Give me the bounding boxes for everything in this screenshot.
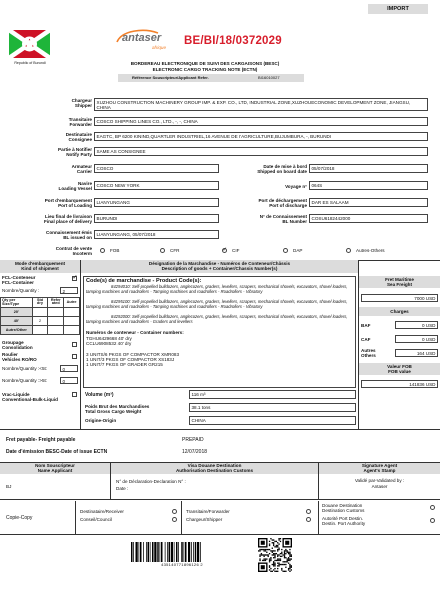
copy-forwarder-label: Transitaire/Forwarder [186,509,230,514]
declaration-label: N° de Déclaration-Declaration N° : [116,479,186,484]
copy-port-label: Autorité Port Destin. Destin. Port Authority [322,516,366,527]
incoterm-fob-radio[interactable] [100,248,105,253]
size-other-other[interactable] [64,325,80,334]
fob-field[interactable]: 141836 USD [361,380,438,388]
brand-name: antaser [122,32,162,44]
reference-label: Référence Souscripteur/Applicant Refer. [132,74,209,80]
final-field[interactable]: BURUNDI [94,214,219,223]
type-col-refer-label: Refer [50,297,61,302]
pol-field[interactable]: LIANYUNGANG [94,198,219,207]
container-2: CCLU6908532 40' dry [86,341,132,346]
carrier-label: Armateur Carrier [71,164,92,175]
incoterm-cif-label: CIF [232,248,240,253]
forwarder-field[interactable]: COSCO SHIPPING LINES CO., LTD., -, -, CHINA [94,117,428,126]
copy-port-radio[interactable] [430,518,435,523]
shipper-label: Chargeur Shipper [71,98,92,109]
others-label: Autres Others [361,348,376,359]
incoterm-label: Contrat de vente Incoterm [55,246,92,257]
unit-line-2: 1 UNIT/3 PKGS OF COMPACTOR XS183J [86,357,175,362]
weight-field[interactable]: 38.1 tons [189,403,356,412]
notify-label: Partie à Notifier Notify Party [58,147,92,158]
copy-divider-1 [75,501,76,535]
mode-header: Mode d'embarquement Kind of shipment [0,260,80,273]
copy-receiver-radio[interactable] [172,509,177,514]
type-col-std-label: Std [36,297,44,302]
brand-sub: afrique [152,45,167,50]
roro-label: Roulier Vehicles RO/RO [2,352,37,363]
incoterm-cfr-label: CFR [170,248,180,253]
size-type-table [0,297,80,335]
size-20-other[interactable] [64,307,80,316]
unit-line-3: 1 UNIT/7 PKGS OF GRADER GR215 [86,362,163,367]
size-20: 20' [1,307,33,316]
bl-label: N° de Connaissement BL Number [259,214,307,225]
size-40-refer[interactable] [48,316,64,325]
applicant-value: BJ [6,484,12,489]
roro-checkbox[interactable] [72,354,77,359]
size-other-refer[interactable] [48,325,64,334]
copy-council-label: Conseil/Council [80,517,112,522]
bl-field[interactable]: COSU6182442000 [309,214,428,223]
code-line-1: 84294010: Self-propelled bulldozers, anglecozers, graders, levellers, scrapers, mechanical shovels, excavators, shovel loaders, tamping machines and roadrollers - Tamping machines and roadrollers - Roadrollers - Vibratory [86,284,348,294]
incoterm-dap-radio[interactable] [283,248,288,253]
copy-receiver-label: Destinataire/Receiver [80,509,124,514]
type-col-other: Autre [64,298,80,308]
copy-label: Copie-Copy [6,515,33,521]
size-40: 40' [1,316,33,325]
burundi-flag [9,30,50,58]
notify-field[interactable]: SAME AS CONSIGNEE [94,147,428,156]
incoterm-cfr-radio[interactable] [160,248,165,253]
copy-forwarder-radio[interactable] [306,509,311,514]
type-col-refer [48,298,64,308]
pod-field[interactable]: DAR ES SALAAM [309,198,428,207]
incoterm-fob-label: FOB [110,248,120,253]
code-line-3: 84292000: Self-propelled bulldozers, anglecozers, graders, levellers, scrapers, mechanical shovels, excavators, shovel loaders, tamping machines and roadrollers - Graders and levellers [86,314,348,324]
copy-council-radio[interactable] [172,517,177,522]
incoterm-cif-check: ✓ [222,247,228,253]
pol-label: Port d'embarquement Port of Loading [44,198,92,209]
freight-header: Fret Maritime Sea Freight [359,276,440,288]
issued-field[interactable]: LIANYUNGANG, 05/07/2018 [94,230,219,239]
copy-divider-2 [181,501,182,535]
caf-field[interactable]: 0 USD [395,335,438,343]
weight-label: Poids Brut des Marchandises Total Gross Cargo Weight [85,404,150,415]
shipped-label: Date de mise à bord Shipped on board date [257,164,307,175]
roro-lt5-field[interactable]: 0 [60,365,78,372]
declaration-date: Date : [116,486,129,491]
origin-field[interactable]: CHINA [189,416,356,425]
forwarder-label: Transitaire Forwarder [68,117,92,128]
volume-field[interactable]: 116 m³ [189,390,356,399]
goods-header: Désignation de la Marchandise - Numéros de Conteneur/Châssis Description of goods + Container/Chassis Number(s) [81,260,358,273]
bulk-label: Vrac-Liquide Conventional-Bulk-Liquid [2,392,58,403]
copy-customs-radio[interactable] [430,505,435,510]
final-label: Lieu final de livraison Final place of delivery [44,214,92,225]
barcode-number: 435140771896126 2 [161,562,203,567]
signature-name: Antaser [371,484,388,489]
codes-label: Code(s) de marchandise - Product Code(s): [86,278,202,284]
incoterm-dap-label: DAP [293,248,303,253]
issue-date-label: Date d'émission BESC-Date of issue ECTN [6,449,108,455]
freight-payable-value: PREPAID [182,437,204,443]
pod-label: Port de déchargement Port of discharge [258,198,307,209]
consignee-field[interactable]: EAGTC, BP 6200 KININD,QUARTLER INDUSTRIEL,16 AVENUE DE I'AGRICULTURE,BUJUMBURA, -, BURUNDI [94,132,428,141]
caf-label: CAF [361,337,371,342]
grid-divider-left [80,260,81,430]
copy-divider-3 [318,501,319,535]
size-20-std[interactable] [32,307,48,316]
groupage-checkbox[interactable] [72,342,77,347]
incoterm-others-label: Autres-Others [356,248,385,253]
fcl-count-label: Nombre/Quantity : [2,288,40,293]
copy-shipper-radio[interactable] [306,517,311,522]
barcode [130,542,234,562]
size-20-refer[interactable] [48,307,64,316]
roro-lt5-label: Nombre/Quantity :<5t: [2,366,48,371]
title-fr: BORDEREAU ELECTRONIQUE DE SUIVI DES CARGAISONS (BESC) [130,61,280,66]
applicant-header: Nom Souscripteur Name Applicant [0,463,110,474]
reference-value: BI16010027 [258,74,280,80]
size-type-header: Qty per Size/Type [1,298,33,308]
unit-line-1: 3 UNITS/6 PKGS OF COMPACTOR XMR083 [86,352,180,357]
republic-label: Republic of Burundi [14,61,46,65]
signature-validated: Validé par-Validated by : [354,478,405,483]
freight-payable-label: Fret payable- Freight payable [6,437,76,443]
issued-label: Connaissement émis BL issued on [46,230,92,241]
freight-field[interactable]: 7000 USD [361,294,438,302]
vessel-field[interactable]: COSCO NEW YORK [94,181,219,190]
fcl-count-field[interactable]: 2 [60,287,78,294]
visa-header: Visa Douane Destination Authorisation Destination Customs [111,463,318,474]
fob-header: Valeur FOB FOB value [359,363,440,375]
voyage-field[interactable]: 064S [309,181,428,190]
title-en: ELECTRONIC CARGO TRACKING NOTE (ECTN) [152,67,258,72]
baf-label: BAF [361,323,371,328]
copy-customs-label: Douane Destination Destination Customs [322,503,365,514]
consignee-label: Destinataire Consignee [65,132,92,143]
type-col-std-sub: dry [37,301,43,306]
qr-code [258,538,292,572]
others-field[interactable]: 164 USD [395,349,438,357]
charges-header: Charges [359,307,440,316]
origin-label: Origine-Origin [85,418,117,423]
shipped-field[interactable]: 05/07/2018 [309,164,428,173]
bulk-checkbox[interactable] [72,392,77,397]
issue-date-value: 12/07/2018 [182,449,208,455]
container-1: TGHU6429668 40' dry [86,336,132,341]
fcl-check-mark: ✓ [72,274,78,281]
vessel-label: Navire Loading Vessel [58,181,92,192]
fcl-label: FCL-Conteneur FCL-Container [2,275,36,286]
shipper-field[interactable]: XUZHOU CONSTRUCTION MACHINERY GROUP IMP. & EXP. CO., LTD, INDUSTRIAL ZONE,XUZHOUECONOMIC DEVELOPMENT ZONE, JIANGSU, CHINA [94,98,428,111]
containers-label: Numéros de conteneur - Container numbers: [86,330,184,335]
roro-gt5-field[interactable]: 0 [60,377,78,384]
size-other-std[interactable] [32,325,48,334]
voyage-label: Voyage n° [285,184,307,189]
roro-gt5-label: Nombre/Quantity :>5t: [2,378,48,383]
copy-shipper-label: Chargeur/Shipper [186,517,223,522]
type-col-refer-sub: ated [51,301,60,306]
reference-row [118,74,304,82]
import-badge: IMPORT [368,4,428,14]
type-col-std [32,298,48,308]
carrier-field[interactable]: COSCO [94,164,219,173]
code-line-2: 84295100: Self-propelled bulldozers, anglecozers, graders, levellers, scrapers, mechanical shovels, excavators, shovel loaders, tamping machines and roadrollers - Tamping machines and roadrollers - Roadrollers - Vibratory [86,299,348,309]
volume-label: Volume (m³) [85,392,114,398]
size-40-other[interactable] [64,316,80,325]
size-other: Autre/Other [1,325,33,334]
baf-field[interactable]: 0 USD [395,321,438,329]
signature-header: Signature Agent Agent's Stamp [319,463,440,474]
size-40-std[interactable]: 2 [32,316,48,325]
groupage-label: Groupage Consolidation [2,340,33,351]
doc-number: BE/BI/18/0372029 [184,35,282,47]
incoterm-others-radio[interactable] [346,248,351,253]
